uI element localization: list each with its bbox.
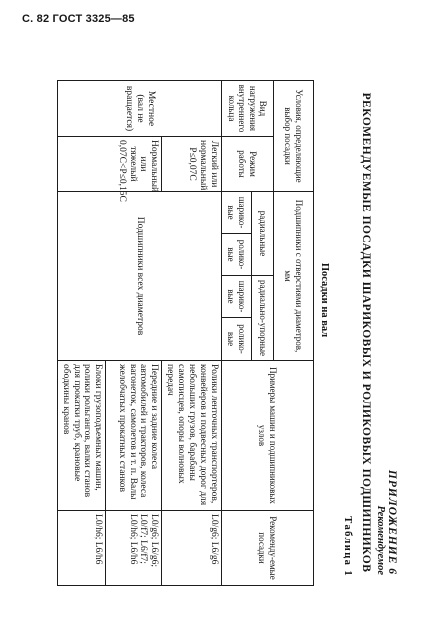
mode-cell: Легкий или нормальный P≤0,07C	[162, 137, 222, 192]
header-mode: Режим работы	[222, 137, 274, 192]
header-radial-roller: ролико-вые	[222, 234, 252, 276]
appendix-heading	[375, 470, 398, 575]
all-diameters-cell: Подшипники всех диаметров	[57, 192, 221, 361]
header-conditions: Условия, определяющие выбор посадки	[274, 81, 314, 192]
table-subtitle: Посадки на вал	[319, 262, 330, 338]
fits-cell: L0/h6; L6/h6	[57, 511, 106, 586]
table-label: Таблица 1	[342, 516, 353, 577]
fits-cell: L0/g6; L6/g6; L0/f7; L6/f7; L0/h6; L6/h6	[106, 511, 162, 586]
header-radial: радиальные	[252, 192, 274, 276]
fits-cell: L0/g6; L6/g6	[162, 511, 222, 586]
mode-cell: Нормальный или тяжелый 0,07C<P≤0,15C	[57, 137, 162, 192]
examples-cell: Передние и задние колеса автомобилей и тракторов, колеса вагонеток, самолетов и т. п. Валы желобчатых прокатных станков	[106, 361, 162, 511]
header-thrust-ball: шарико-вые	[222, 276, 252, 318]
header-radial-ball: шарико-вые	[222, 192, 252, 234]
examples-cell: Блоки грузоподъемных машин, ролики рольгангов, валки станов для прокатки труб, крановые ободкины кранов	[57, 361, 106, 511]
header-examples: Примеры машин и подшипниковых узлов	[222, 361, 314, 511]
rotated-page	[60, 80, 400, 585]
header-load-type: Вид нагружения внутреннего кольца	[222, 81, 274, 137]
load-type-cell: Местное (вал не вращается)	[57, 81, 221, 137]
document-title: РЕКОМЕНДУЕМЫЕ ПОСАДКИ ШАРИКОВЫХ И РОЛИКОВЫХ ПОДШИПНИКОВ	[360, 92, 372, 573]
appendix-title: ПРИЛОЖЕНИЕ 6	[386, 469, 398, 575]
table-row	[162, 81, 222, 586]
examples-cell: Ролики ленточных транспортеров, конвейеров и подвесных дорог для небольших грузов, барабаны самописцев, опоры волновых передач	[162, 361, 222, 511]
header-recommended: Рекоменду-емые посадки	[222, 511, 314, 586]
header-radial-thrust: радиально-упорные	[252, 276, 274, 361]
page-header: С. 82 ГОСТ 3325—85	[22, 13, 135, 25]
fits-table	[57, 80, 314, 586]
header-thrust-roller: ролико-вые	[222, 318, 252, 361]
header-bearings: Подшипники с отверстиями диаметров, мм	[274, 192, 314, 361]
appendix-subtitle: Рекомендуемое	[374, 505, 386, 575]
